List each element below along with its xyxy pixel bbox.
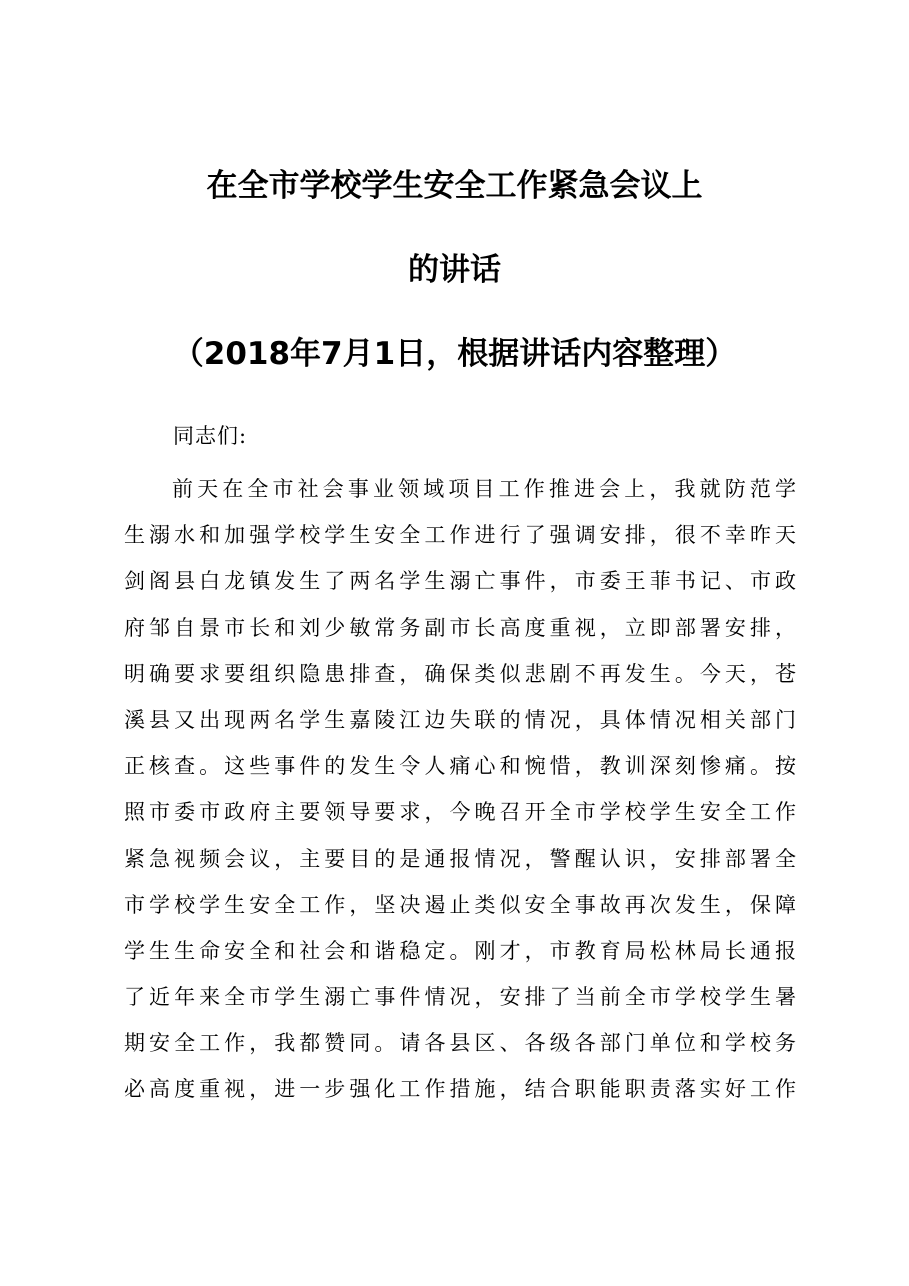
salutation: 同志们: [173,424,248,448]
title-line-1: 在全市学校学生安全工作紧急会议上 [206,168,703,204]
body-line: 照市委市政府主要领导要求，今晚召开全市学校学生安全工作 [124,800,796,825]
body-line: 学生生命安全和社会和谐稳定。刚才，市教育局松林局长通报 [124,938,796,963]
body-line: 剑阁县白龙镇发生了两名学生溺亡事件，市委王菲书记、市政 [124,569,796,594]
body-line: 府邹自景市长和刘少敏常务副市长高度重视，立即部署安排， [124,615,796,640]
body-line: 生溺水和加强学校学生安全工作进行了强调安排，很不幸昨天 [124,523,796,548]
body-line: 前天在全市社会事业领域项目工作推进会上，我就防范学 [172,477,796,501]
body-line: 溪县又出现两名学生嘉陵江边失联的情况，具体情况相关部门 [124,707,796,732]
title-date-note: （2018年7月1日，根据讲话内容整理） [172,336,737,372]
body-line: 明确要求要组织隐患排查，确保类似悲剧不再发生。今天，苍 [124,661,796,686]
body-line: 紧急视频会议，主要目的是通报情况，警醒认识，安排部署全 [124,846,796,871]
title-line-2: 的讲话 [408,252,501,288]
body-line: 正核查。这些事件的发生令人痛心和惋惜，教训深刻惨痛。按 [124,754,796,779]
body-line: 必高度重视，进一步强化工作措施，结合职能职责落实好工作 [124,1077,796,1102]
body-line: 了近年来全市学生溺亡事件情况，安排了当前全市学校学生暑 [124,985,796,1010]
body-line: 期安全工作，我都赞同。请各县区、各级各部门单位和学校务 [124,1031,796,1056]
body-paragraph [124,466,796,1113]
body-line: 市学校学生安全工作，坚决遏止类似安全事故再次发生，保障 [124,892,796,917]
